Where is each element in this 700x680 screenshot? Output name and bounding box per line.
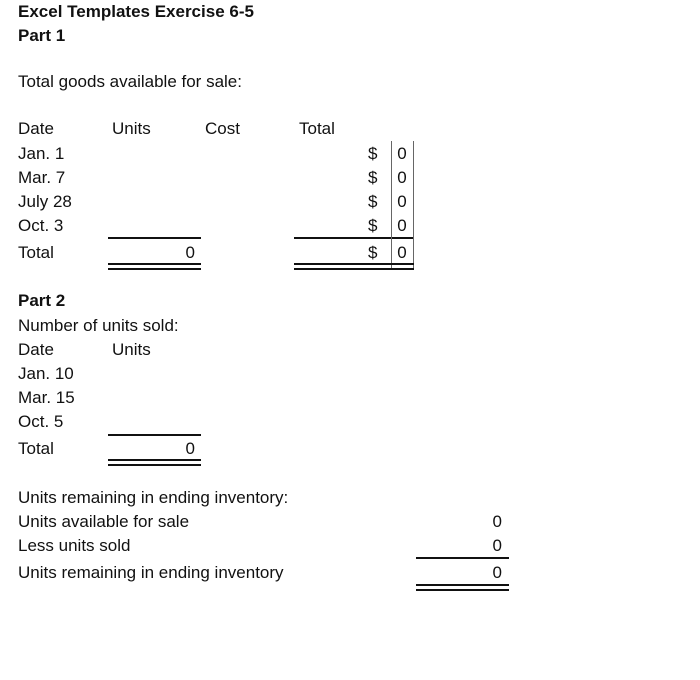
total-subtotal-rule	[294, 237, 414, 239]
part1-header-date: Date	[18, 119, 54, 138]
remaining-heading: Units remaining in ending inventory:	[18, 488, 289, 507]
part1-total-currency: $	[368, 243, 378, 262]
remaining-row-label: Units available for sale	[18, 512, 190, 531]
part1-row-currency: $	[368, 144, 378, 163]
part1-row-total: 0	[397, 144, 407, 163]
part1-header-units: Units	[112, 119, 151, 138]
part2-header-units: Units	[112, 340, 151, 359]
remaining-subtotal-rule	[416, 557, 509, 559]
part1-row-total: 0	[397, 192, 407, 211]
remaining-row-value: 0	[492, 536, 502, 555]
part1-row-date: July 28	[18, 192, 72, 211]
part1-row-date: Oct. 3	[18, 216, 64, 235]
part2-row-date: Jan. 10	[18, 364, 74, 383]
remaining-row-label: Less units sold	[18, 536, 131, 555]
part1-row-date: Jan. 1	[18, 144, 65, 163]
part1-row-currency: $	[368, 192, 378, 211]
part1-row-total: 0	[397, 168, 407, 187]
part1-row-currency: $	[368, 168, 378, 187]
remaining-row-value: 0	[492, 512, 502, 531]
part2-total-double-rule	[108, 459, 201, 466]
part1-header-total: Total	[299, 119, 335, 138]
part1-total-label: Total	[18, 243, 54, 262]
page-title: Excel Templates Exercise 6-5	[18, 2, 254, 21]
total-double-rule	[294, 263, 414, 270]
part2-header-date: Date	[18, 340, 54, 359]
part1-header-cost: Cost	[205, 119, 240, 138]
part2-total-label: Total	[18, 439, 54, 458]
part1-row-currency: $	[368, 216, 378, 235]
part1-heading: Part 1	[18, 26, 66, 45]
part1-row-date: Mar. 7	[18, 168, 66, 187]
part1-total-units: 0	[185, 243, 195, 262]
remaining-row-value: 0	[492, 563, 502, 582]
remaining-double-rule	[416, 584, 509, 591]
part1-row-total: 0	[397, 216, 407, 235]
part2-subtitle: Number of units sold:	[18, 316, 179, 335]
part1-total-value: 0	[397, 243, 407, 262]
units-total-double-rule	[108, 263, 201, 270]
total-column-divider	[413, 141, 414, 269]
part2-total-units: 0	[185, 439, 195, 458]
part2-row-date: Mar. 15	[18, 388, 75, 407]
part2-subtotal-rule	[108, 434, 201, 436]
units-subtotal-rule	[108, 237, 201, 239]
part2-row-date: Oct. 5	[18, 412, 64, 431]
remaining-row-label: Units remaining in ending inventory	[18, 563, 284, 582]
part1-subtitle: Total goods available for sale:	[18, 72, 242, 91]
part2-heading: Part 2	[18, 291, 66, 310]
